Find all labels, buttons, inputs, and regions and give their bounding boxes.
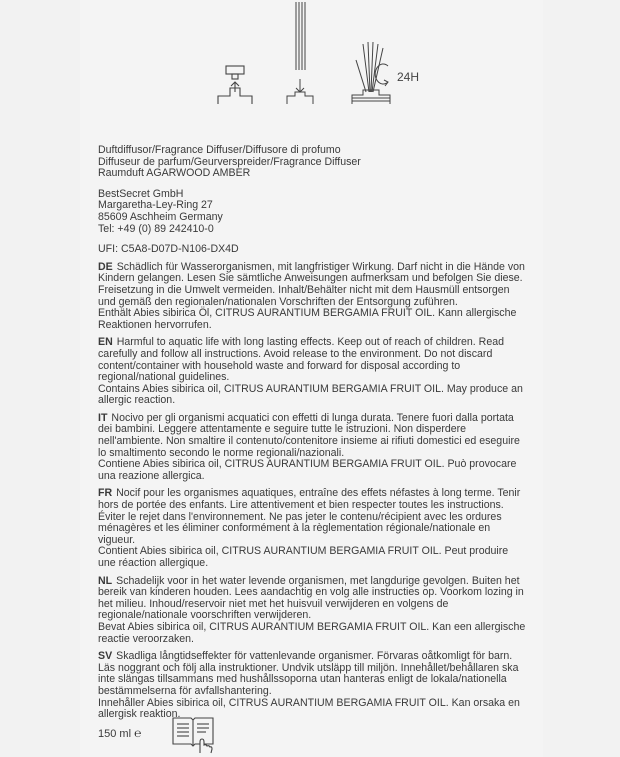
warning-text: Schadelijk voor in het water levende organismen, met langdurige gevolgen. Buiten het bereik van kinderen houden. Lees aandachtig en volg alle instructies op. Voorkom lozing in het milieu. Inhoud/reservoir niet met het huisvuil verwijderen en volgens de regionale/nationale voorschriften verwijderen.	[98, 574, 524, 622]
warning-text: Nocivo per gli organismi acquatici con effetti di lunga durata. Tenere fuori dalla portata dei bambini. Leggere attentamente e seguire tutte le istruzioni. Non disperdere nell'ambiente. Non smaltire il contenuto/contenitore insieme ai rifiuti domestici ed eseguire lo smaltimento secondo le norme regionali/nazionali.	[98, 411, 520, 459]
warning-fr	[98, 488, 528, 569]
allergen-text: Enthält Abies sibirica Öl, CITRUS AURANTIUM BERGAMIA FRUIT OIL. Kann allergische Reaktionen hervorrufen.	[98, 307, 517, 331]
ufi-code	[98, 244, 528, 256]
lang-code: SV	[98, 650, 113, 663]
allergen-text: Innehåller Abies sibirica oil, CITRUS AURANTIUM BERGAMIA FRUIT OIL. Kan orsaka en allergisk reaktion.	[98, 696, 520, 721]
estimated-sign: ℮	[134, 726, 142, 740]
warning-text: Schädlich für Wasserorganismen, mit langfristiger Wirkung. Darf nicht in die Hände von Kindern gelangen. Lesen Sie sämtliche Anweisungen aufmerksam und befolgen Sie diese. Freisetzung in die Umwelt vermeiden. Inhalt/Behälter nicht mit dem Hausmüll entsorgen und gemäß den regionalen/nationalen Vorschriften der Entsorgung zuführen.	[98, 260, 525, 308]
label-footer	[98, 712, 298, 757]
allergen-text: Contains Abies sibirica oil, CITRUS AURANTIUM BERGAMIA FRUIT OIL. May produce an allergic reaction.	[98, 382, 523, 407]
company-phone: Tel: +49 (0) 89 242410-0	[98, 222, 214, 235]
ufi-text: UFI: C5A8-D07D-N106-DX4D	[98, 243, 239, 256]
company-city: 85609 Aschheim Germany	[98, 210, 223, 223]
volume-amount: 150 ml	[98, 728, 132, 740]
company-name: BestSecret GmbH	[98, 187, 184, 200]
warning-text: Nocif pour les organismes aquatiques, entraîne des effets néfastes à long terme. Tenir hors de portée des enfants. Lire attentivement et bien respecter toutes les instructions. Éviter le rejet dans l'environnement. Ne pas jeter le contenu/récipient avec les ordures ménagères et les éliminer conformément à la règlementation régionale/nationale en vigueur.	[98, 487, 521, 546]
product-line-3: Raumduft AGARWOOD AMBER	[98, 167, 251, 180]
lang-code: NL	[98, 574, 113, 587]
warning-de	[98, 262, 528, 332]
read-instructions-icon	[170, 712, 216, 754]
allergen-text: Contiene Abies sibirica oil, CITRUS AURANTIUM BERGAMIA FRUIT OIL. Può provocare una reazione allergica.	[98, 458, 517, 482]
turn-sticks-icon	[352, 42, 390, 104]
lang-code: IT	[98, 411, 108, 424]
warning-text: Skadliga långtidseffekter för vattenlevande organismer. Förvaras oåtkomligt för barn. Läs noggrant och följ alla instruktioner. Undvik utsläpp till miljön. Innehållet/behållaren ska inte slängas tillsammans med hushållssoporna utan hanteras enligt de lokala/nationella bestämmelserna för avfallshantering.	[98, 650, 519, 697]
lang-code: FR	[98, 487, 113, 500]
allergen-text: Contient Abies sibirica oil, CITRUS AURANTIUM BERGAMIA FRUIT OIL. Peut produire une réaction allergique.	[98, 545, 509, 569]
turn-interval-label: 24H	[397, 70, 420, 84]
insert-sticks-icon	[287, 2, 313, 104]
product-line-2: Diffuseur de parfum/Geurverspreider/Fragrance Diffuser	[98, 155, 361, 168]
warning-text: Harmful to aquatic life with long lasting effects. Keep out of reach of children. Read carefully and follow all instructions. Avoid release to the environment. Do not discard content/container with household waste and forward for disposal according to regional/national guidelines.	[98, 336, 505, 384]
lang-code: EN	[98, 336, 113, 349]
lang-code: DE	[98, 260, 113, 273]
remove-cap-icon	[218, 66, 252, 104]
allergen-text: Bevat Abies sibirica oil, CITRUS AURANTIUM BERGAMIA FRUIT OIL. Kan een allergische reactie veroorzaken.	[98, 620, 526, 645]
warning-en	[98, 337, 528, 407]
product-line-1: Duftdiffusor/Fragrance Diffuser/Diffusore di profumo	[98, 144, 341, 156]
warning-sv	[98, 651, 528, 721]
company-address	[98, 189, 528, 235]
warning-it	[98, 413, 528, 483]
label-text	[98, 145, 528, 727]
product-names	[98, 145, 528, 180]
warning-nl	[98, 576, 528, 646]
usage-instructions	[0, 0, 620, 130]
company-street: Margaretha-Ley-Ring 27	[98, 199, 213, 212]
volume	[98, 726, 141, 740]
